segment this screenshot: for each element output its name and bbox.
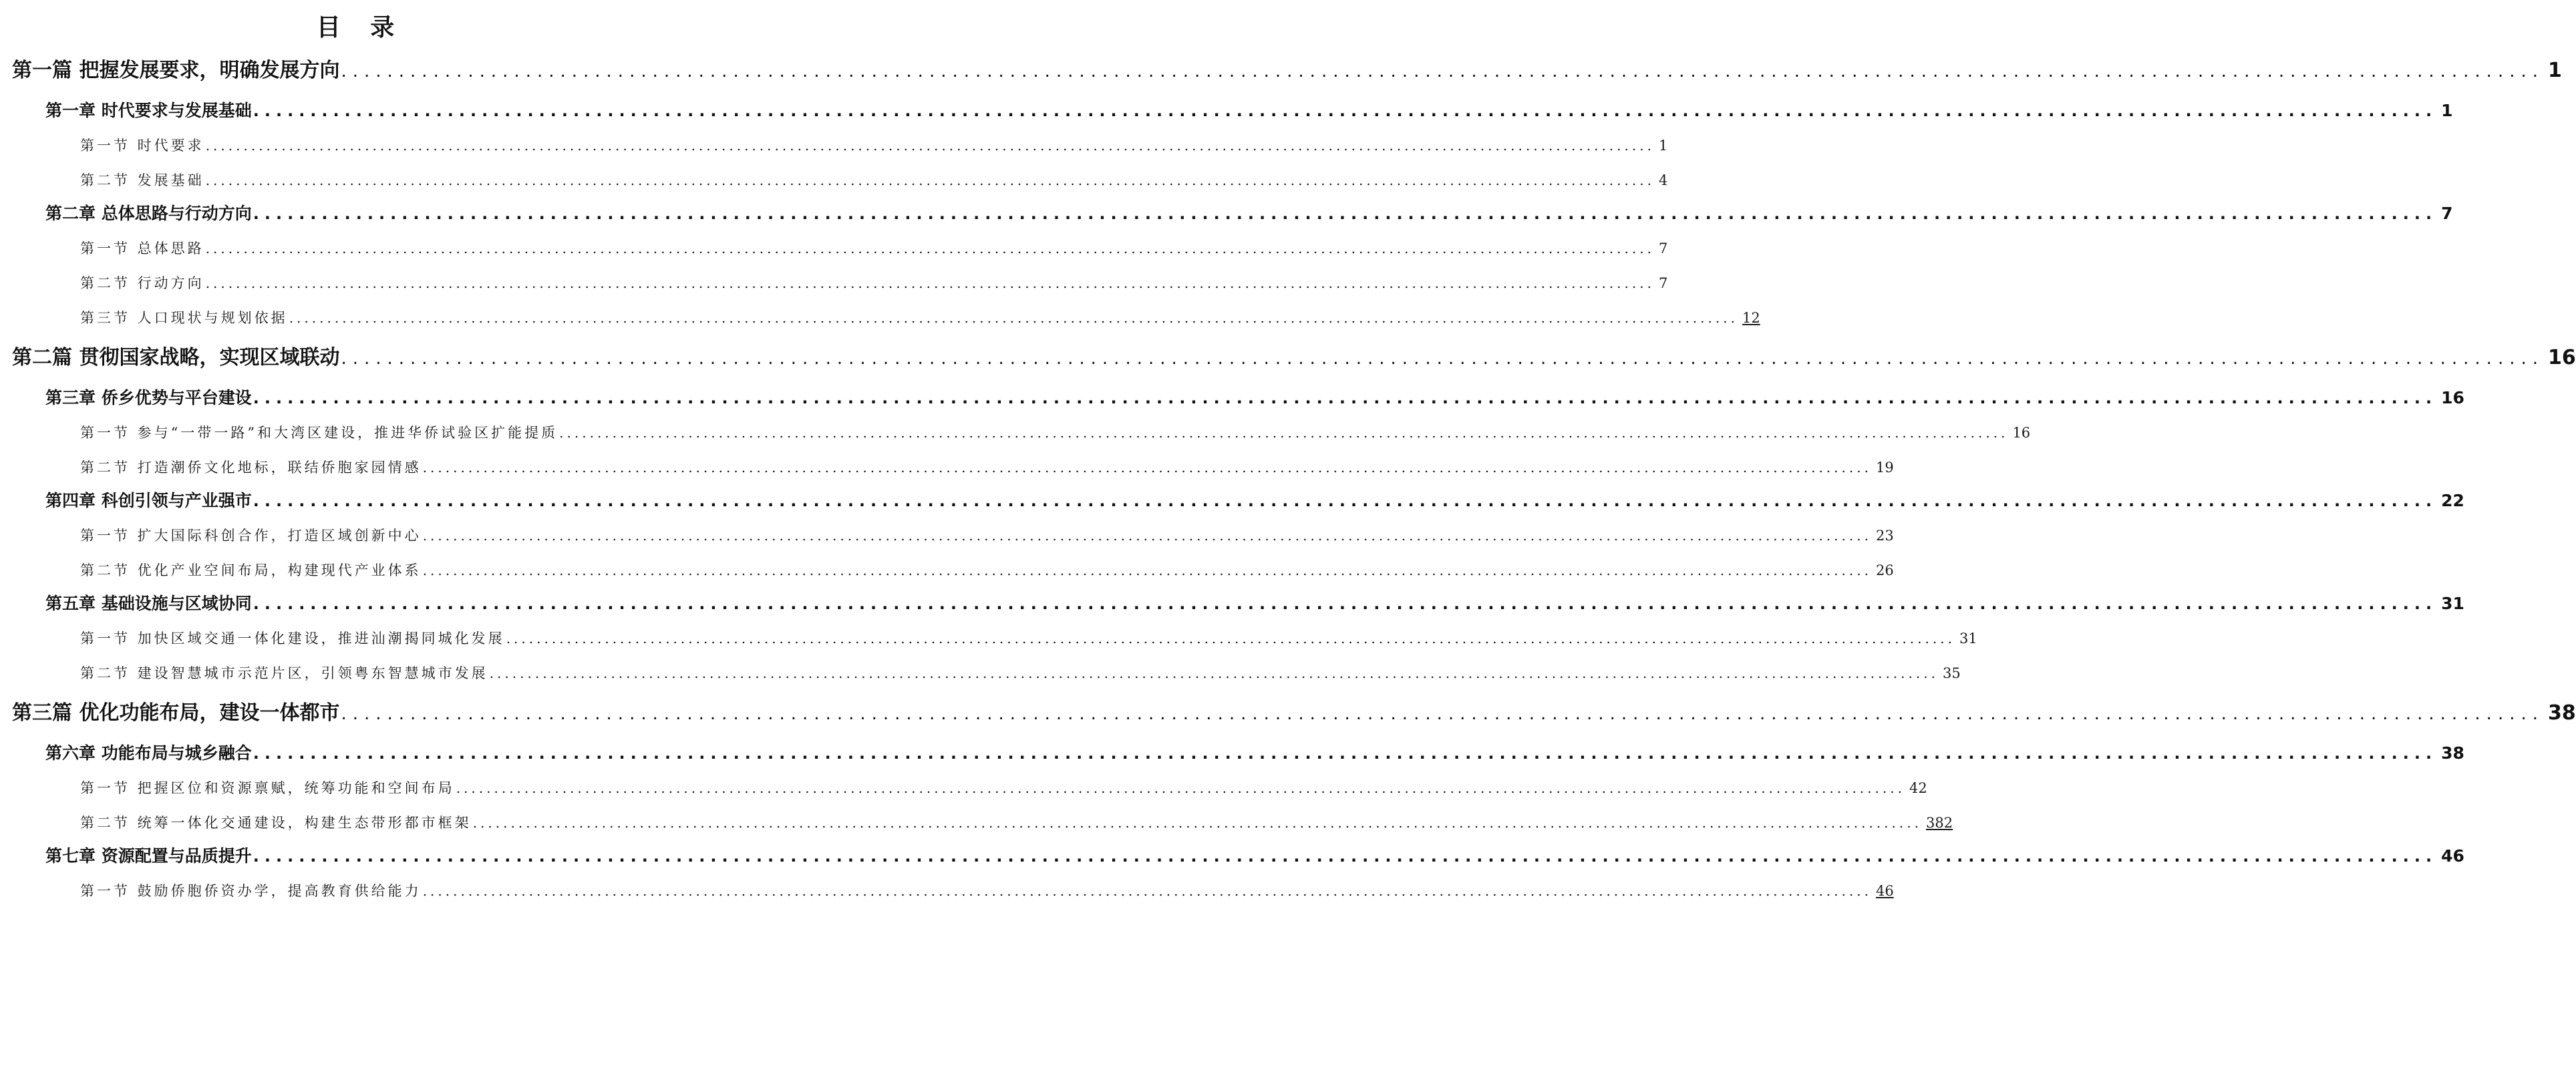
- toc-entry-page: 38: [2548, 701, 2576, 725]
- toc-entry-chapter-6[interactable]: [45, 741, 2464, 765]
- toc-entry-page: 1: [2548, 59, 2562, 82]
- toc-entry-page: 12: [1742, 310, 1760, 326]
- toc-leader-dots: ...............................................................................................................................................................................................: [205, 138, 1655, 154]
- toc-entry-page: 26: [1875, 562, 1894, 578]
- toc-entry-page: 31: [2441, 594, 2464, 613]
- toc-entry-label: 第二篇 贯彻国家战略，实现区域联动: [12, 346, 340, 369]
- toc-leader-dots: ...............................................................................................................................................................................................: [253, 389, 2438, 407]
- toc-leader-dots: ...............................................................................................................................................................................................: [341, 61, 2545, 81]
- toc-leader-dots: ...............................................................................................................................................................................................: [289, 310, 1738, 326]
- page-title: 目 录: [316, 14, 406, 41]
- toc-entry-section[interactable]: [80, 135, 1668, 156]
- toc-entry-label: 第一节 参与“一带一路”和大湾区建设，推进华侨试验区扩能提质: [80, 425, 558, 441]
- toc-leader-dots: ...............................................................................................................................................................................................: [205, 240, 1655, 256]
- toc-entry-chapter-1[interactable]: [45, 99, 2453, 123]
- toc-entry-page: 16: [2012, 425, 2031, 441]
- toc-leader-dots: ...............................................................................................................................................................................................: [253, 204, 2438, 223]
- toc-entry-label: 第三篇 优化功能布局，建设一体都市: [12, 701, 340, 725]
- toc-entry-chapter-7[interactable]: [45, 844, 2464, 868]
- toc-entry-section[interactable]: [80, 238, 1668, 259]
- toc-entry-page: 35: [1942, 665, 1961, 681]
- toc-entry-chapter-3[interactable]: [45, 386, 2464, 410]
- toc-leader-dots: ...............................................................................................................................................................................................: [205, 172, 1655, 188]
- toc-entry-section[interactable]: [80, 560, 1894, 581]
- toc-entry-label: 第二节 行动方向: [80, 275, 204, 291]
- toc-entry-page: 42: [1909, 780, 1927, 796]
- toc-entry-chapter-2[interactable]: [45, 202, 2453, 226]
- toc-entry-label: 第三节 人口现状与规划依据: [80, 310, 288, 326]
- toc-leader-dots: ...............................................................................................................................................................................................: [559, 425, 2009, 441]
- toc-entry-label: 第一节 把握区位和资源禀赋，统筹功能和空间布局: [80, 780, 455, 796]
- toc-leader-dots: ...............................................................................................................................................................................................: [253, 847, 2438, 866]
- toc-leader-dots: ...............................................................................................................................................................................................: [341, 704, 2545, 724]
- toc-entry-section[interactable]: [80, 170, 1668, 191]
- toc-leader-dots: ...............................................................................................................................................................................................: [253, 492, 2438, 510]
- toc-leader-dots: ...............................................................................................................................................................................................: [422, 460, 1872, 476]
- toc-entry-page: 46: [1875, 883, 1894, 899]
- toc-entry-page: 382: [1925, 815, 1953, 831]
- toc-entry-label: 第一节 扩大国际科创合作，打造区域创新中心: [80, 528, 422, 544]
- toc-entry-page: 31: [1959, 630, 1977, 647]
- toc-entry-section[interactable]: [80, 272, 1668, 294]
- toc-entry-label: 第二节 统筹一体化交通建设，构建生态带形都市框架: [80, 815, 472, 831]
- toc-entry-label: 第一节 时代要求: [80, 138, 204, 154]
- toc-entry-label: 第二节 优化产业空间布局，构建现代产业体系: [80, 562, 422, 578]
- toc-entry-page: 19: [1875, 460, 1894, 476]
- toc-entry-section[interactable]: [80, 422, 2031, 443]
- toc-entry-label: 第一节 加快区域交通一体化建设，推进汕潮揭同城化发展: [80, 630, 505, 647]
- toc-entry-chapter-4[interactable]: [45, 489, 2464, 513]
- toc-entry-label: 第一篇 把握发展要求，明确发展方向: [12, 59, 340, 82]
- toc-entry-page: 16: [2548, 346, 2576, 369]
- toc-entry-label: 第二节 发展基础: [80, 172, 204, 188]
- toc-entry-page: 7: [2441, 204, 2453, 223]
- toc-leader-dots: ...............................................................................................................................................................................................: [506, 630, 1955, 647]
- toc-leader-dots: ...............................................................................................................................................................................................: [472, 815, 1922, 831]
- toc-entry-page: 1: [1658, 138, 1668, 154]
- toc-entry-section[interactable]: [80, 628, 1977, 649]
- toc-entry-label: 第四章 科创引领与产业强市: [45, 491, 252, 510]
- toc-entry-section[interactable]: [80, 525, 1894, 546]
- toc-entry-label: 第一节 鼓励侨胞侨资办学，提高教育供给能力: [80, 883, 422, 899]
- toc-entry-section[interactable]: [80, 777, 1927, 799]
- toc-entry-page: 16: [2441, 388, 2464, 407]
- toc-leader-dots: ...............................................................................................................................................................................................: [253, 102, 2438, 120]
- toc-entry-section[interactable]: [80, 880, 1894, 902]
- toc-entry-label: 第二节 打造潮侨文化地标，联结侨胞家园情感: [80, 460, 422, 476]
- toc-leader-dots: ...............................................................................................................................................................................................: [422, 528, 1872, 544]
- toc-entry-part-1[interactable]: [12, 57, 2562, 84]
- toc-entry-page: 7: [1658, 240, 1668, 256]
- toc-entry-label: 第一节 总体思路: [80, 240, 204, 256]
- toc-leader-dots: ...............................................................................................................................................................................................: [205, 275, 1655, 291]
- toc-entry-section[interactable]: [80, 663, 1961, 684]
- toc-entry-label: 第二节 建设智慧城市示范片区，引领粤东智慧城市发展: [80, 665, 488, 681]
- toc-entry-label: 第六章 功能布局与城乡融合: [45, 743, 252, 763]
- toc-leader-dots: ...............................................................................................................................................................................................: [489, 665, 1939, 681]
- toc-entry-label: 第三章 侨乡优势与平台建设: [45, 388, 252, 407]
- toc-entry-page: 7: [1658, 275, 1668, 291]
- toc-entry-page: 1: [2441, 101, 2453, 120]
- toc-entry-section[interactable]: [80, 457, 1894, 478]
- toc-leader-dots: ...............................................................................................................................................................................................: [253, 594, 2438, 613]
- toc-entry-chapter-5[interactable]: [45, 592, 2464, 616]
- toc-entry-page: 23: [1875, 528, 1894, 544]
- toc-entry-part-3[interactable]: [12, 700, 2576, 727]
- toc-leader-dots: ...............................................................................................................................................................................................: [456, 780, 1905, 796]
- toc-entry-label: 第五章 基础设施与区域协同: [45, 594, 252, 613]
- toc-entry-page: 38: [2441, 743, 2464, 763]
- toc-leader-dots: ...............................................................................................................................................................................................: [341, 349, 2545, 369]
- toc-entry-label: 第一章 时代要求与发展基础: [45, 101, 252, 120]
- toc-entry-label: 第二章 总体思路与行动方向: [45, 204, 252, 223]
- toc-entry-page: 46: [2441, 846, 2464, 866]
- toc-entry-label: 第七章 资源配置与品质提升: [45, 846, 252, 866]
- toc-entry-section[interactable]: [80, 812, 1953, 834]
- toc-leader-dots: ...............................................................................................................................................................................................: [253, 744, 2438, 763]
- toc-entry-page: 4: [1658, 172, 1668, 188]
- toc-entry-page: 22: [2441, 491, 2464, 510]
- toc-leader-dots: ...............................................................................................................................................................................................: [422, 562, 1872, 578]
- toc-entry-section[interactable]: [80, 307, 1760, 329]
- toc-leader-dots: ...............................................................................................................................................................................................: [422, 883, 1872, 899]
- toc-entry-part-2[interactable]: [12, 345, 2576, 371]
